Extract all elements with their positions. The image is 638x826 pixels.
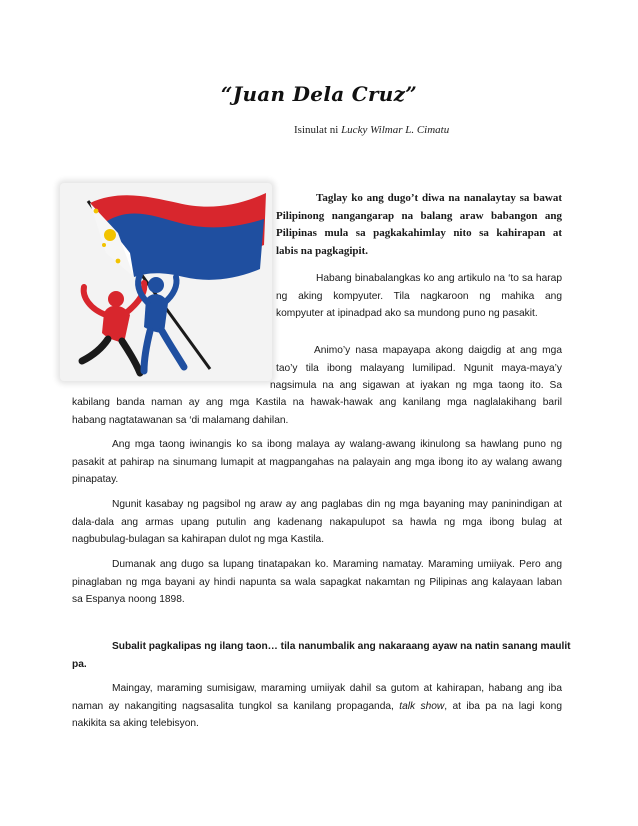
- paragraph-8-line: nakikita sa aking telebisyon.: [72, 718, 199, 729]
- paragraph-6-line: Dumanak ang dugo sa lupang tinatapakan ko. Maraming namatay. Maraming umiiyak. Pero ang: [112, 559, 562, 570]
- flag-raising-figures-icon: [60, 183, 272, 381]
- paragraph-3-line: habang nagtatawanan sa ‘di malamang dahilan.: [72, 414, 289, 426]
- paragraph-4-line: Ang mga taong iwinangis ko sa ibong malaya ay walang-awang ikinulong sa hawlang puno ng: [112, 439, 562, 450]
- paragraph-8-text: , at iba pa na lagi kong: [444, 700, 563, 712]
- paragraph-6-line: pinaglaban ng mga bayani ay hindi napunta sa wala sapagkat nakamtan ng Pilipinas ang kalayaan laban: [72, 576, 562, 588]
- paragraph-3-bottom: [72, 394, 562, 429]
- paragraph-3-line: Animo’y nasa mapayapa akong daigdig at ang mga: [314, 345, 562, 356]
- paragraph-2-line: kompyuter at ipinadpad ako sa mundong puno ng pasakit.: [276, 308, 538, 319]
- paragraph-8-emphasis: talk show: [399, 700, 445, 712]
- byline-author: Lucky Wilmar L. Cimatu: [341, 124, 450, 136]
- paragraph-8-text: naman ay nakangiting nagsasalita tungkol sa kanilang propaganda,: [72, 700, 400, 712]
- paragraph-1-line: Pilipinas mula sa pagkakahimlay nito sa kahirapan at: [276, 227, 562, 239]
- paragraph-2-line: ng aking kompyuter. Tila nagkaroon ng mahika ang: [276, 290, 562, 302]
- byline-prefix: Isinulat ni: [294, 124, 342, 136]
- paragraph-1-line: Pilipinong nangangarap na balang araw babangon ang: [276, 209, 562, 222]
- paragraph-5-line: Ngunit kasabay ng pagsibol ng araw ay ang paglabas din ng mga bayaning may paninindigan at: [112, 499, 562, 510]
- paragraph-8: [72, 680, 562, 733]
- paragraph-8-line: [72, 698, 562, 716]
- paragraph-4: [72, 436, 562, 489]
- document-title: “Juan Dela Cruz”: [220, 82, 418, 106]
- paragraph-6: [72, 556, 562, 609]
- paragraph-3-top: [270, 342, 562, 395]
- paragraph-6-line: sa Espanya noong 1898.: [72, 594, 185, 605]
- paragraph-3-line: nagsimula na ang sigawan at iyakan ng mga taong ito. Sa: [270, 380, 562, 391]
- paragraph-7-line: pa.: [72, 658, 87, 670]
- paragraph-5-line: nagbubulag-bulagan sa kahirapan dulot ng mga Kastila.: [72, 534, 325, 545]
- paragraph-7: [72, 638, 571, 673]
- paragraph-1-line: labis na pagkagipit.: [276, 244, 369, 257]
- paragraph-1: [276, 190, 562, 260]
- paragraph-1-line: Taglay ko ang dugo’t diwa na nanalaytay sa bawat: [316, 192, 562, 204]
- paragraph-3-line: kabilang banda naman ay ang mga Kastila na hawak-hawak ang kanilang mga naglalakihang baril: [72, 397, 562, 408]
- paragraph-3-line: tao’y tila ibong malayang lumilipad. Ngunit maya-maya’y: [276, 362, 562, 374]
- paragraph-7-line: Subalit pagkalipas ng ilang taon… tila nanumbalik ang nakaraang ayaw na natin sanang maulit: [112, 641, 571, 652]
- byline: [294, 124, 449, 136]
- paragraph-4-line: pasakit at pahirap na sinumang lumapit at magpangahas na palayain ang mga ibong ito ay walang awang: [72, 456, 562, 468]
- paragraph-8-line: Maingay, maraming sumisigaw, maraming umiiyak dahil sa gutom at kahirapan, habang ang iba: [112, 683, 562, 694]
- paragraph-4-line: pinapatay.: [72, 474, 119, 485]
- paragraph-2: [276, 270, 562, 323]
- paragraph-5: [72, 496, 562, 549]
- paragraph-2-line: Habang binabalangkas ko ang artikulo na ‘to sa harap: [316, 273, 562, 284]
- flag-illustration: [60, 183, 272, 381]
- paragraph-5-line: dala-dala ang armas upang putulin ang kadenang nakapulupot sa hawla ng mga ibong bulag at: [72, 516, 562, 528]
